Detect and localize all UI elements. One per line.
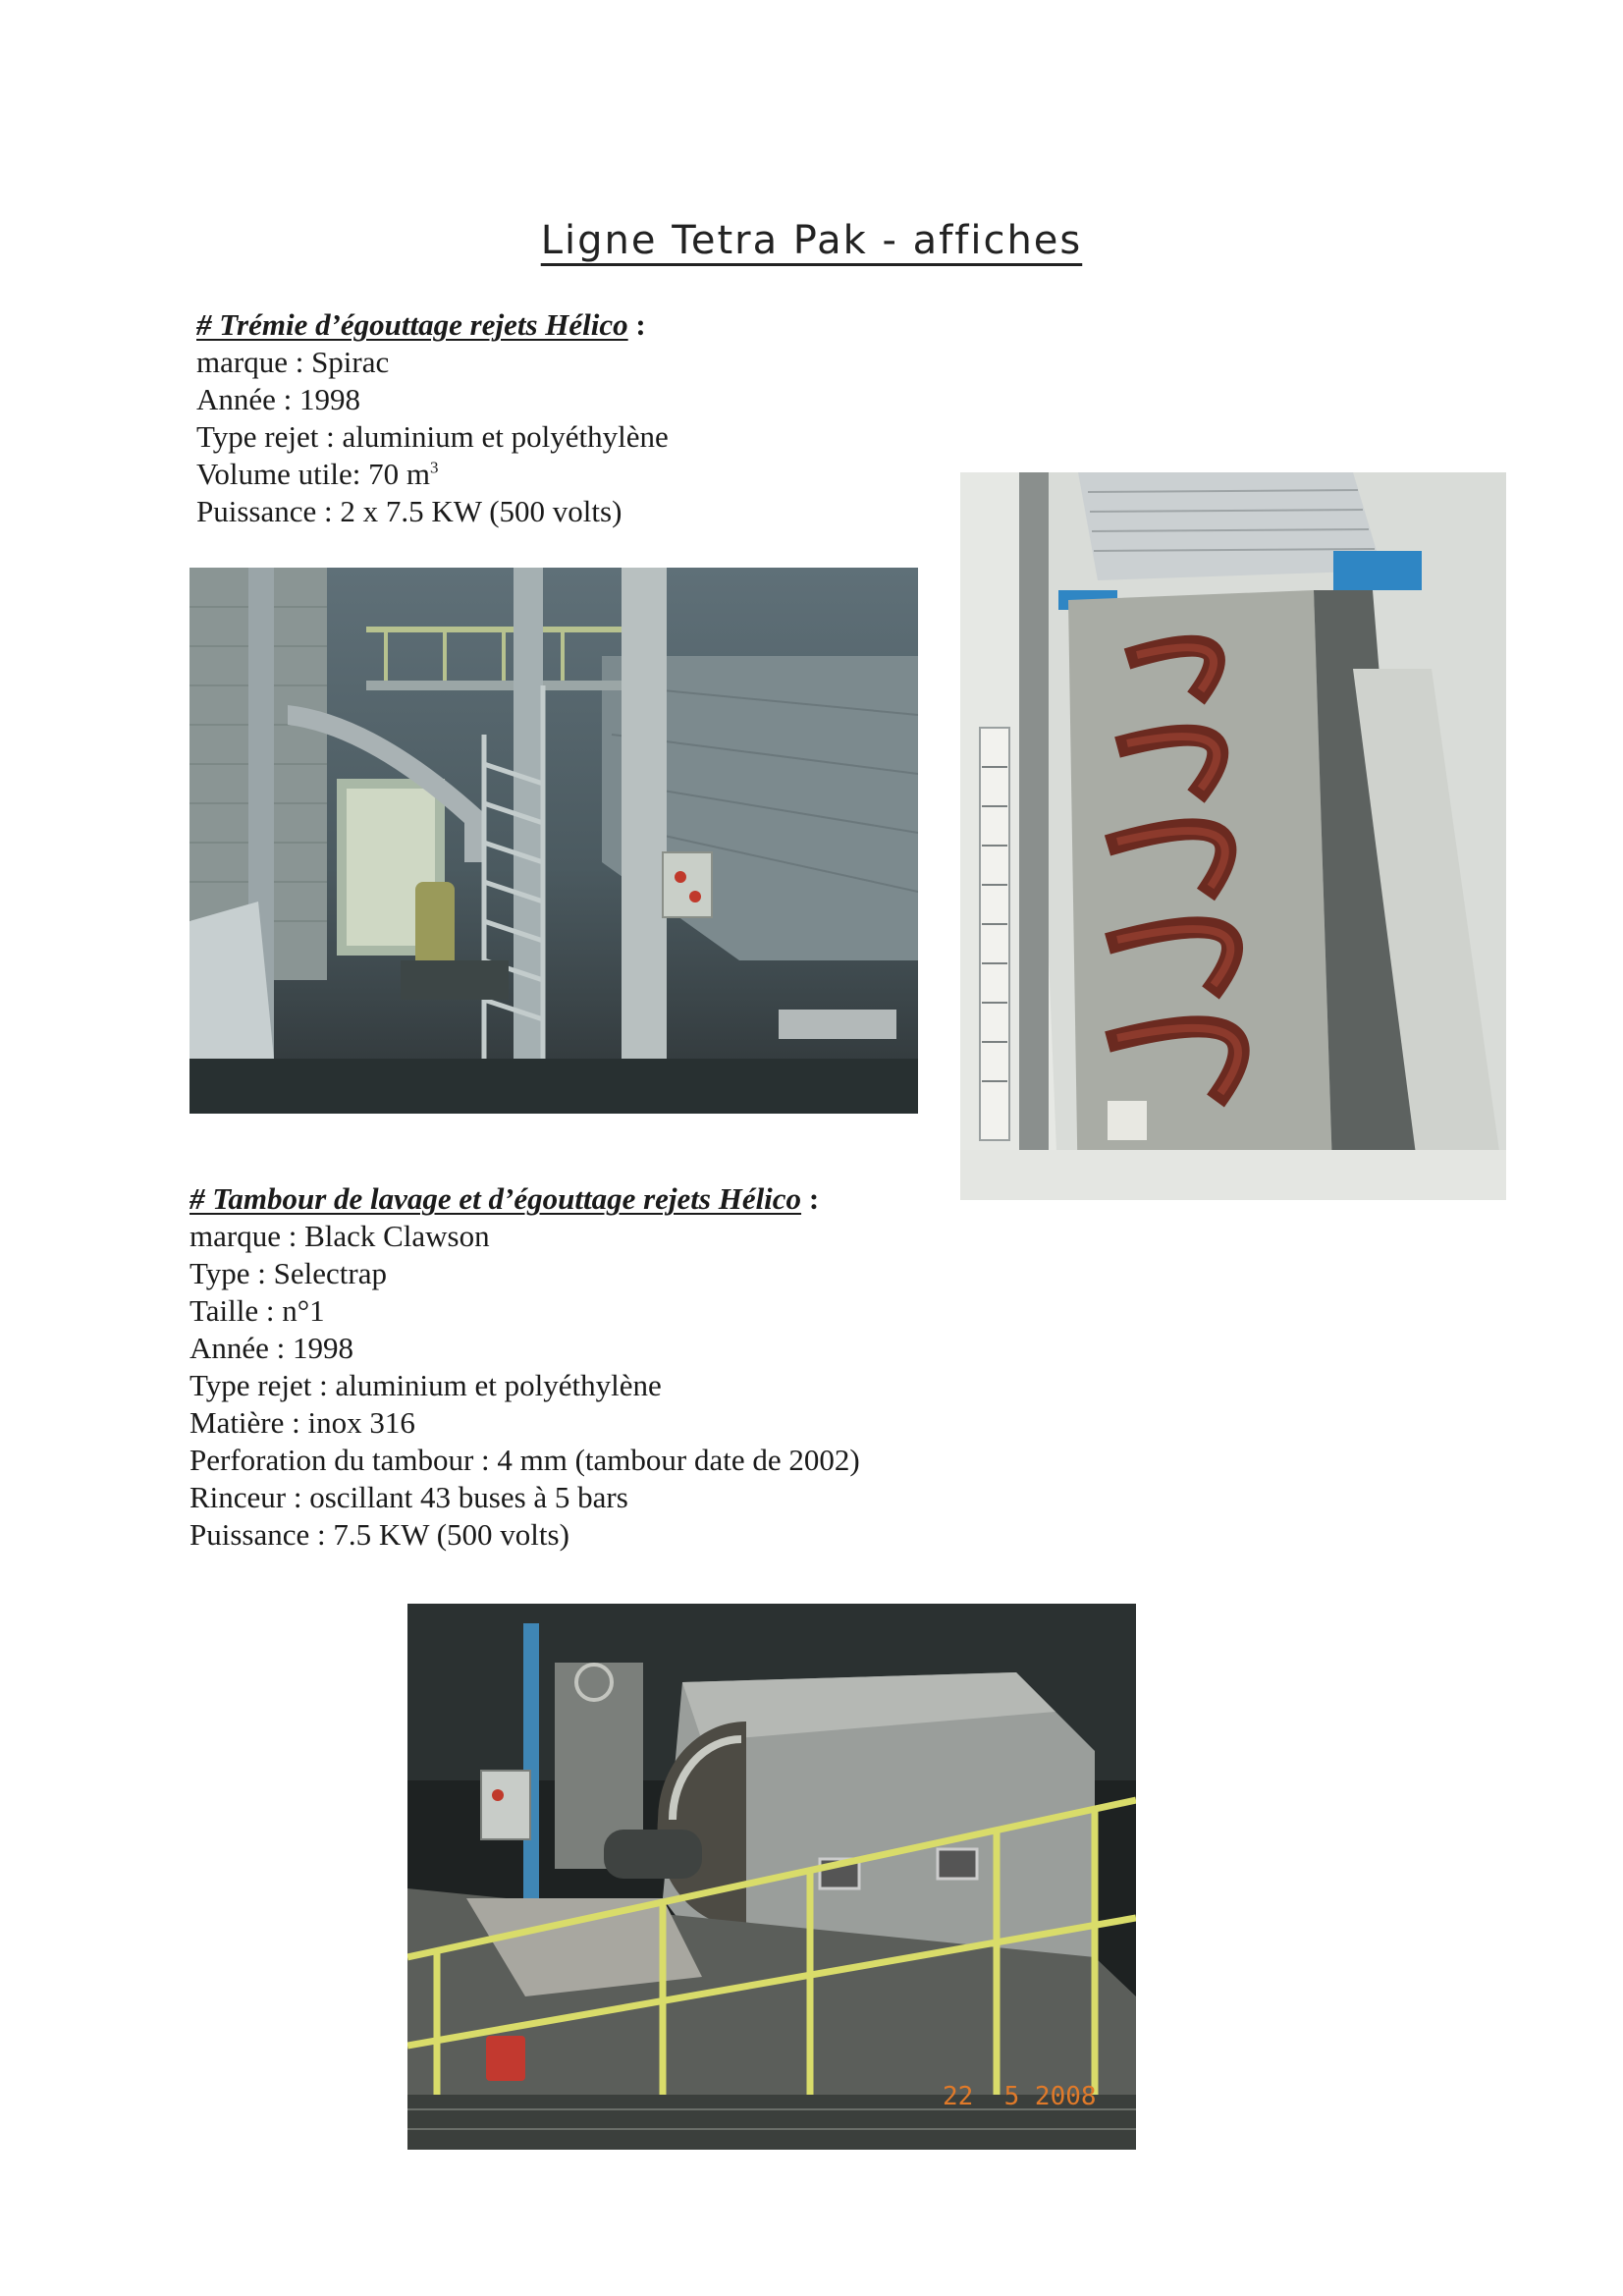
spec-line-volume: Volume utile: 70 $m^3$ bbox=[196, 457, 439, 491]
section-drum bbox=[189, 1180, 860, 1554]
spec-line-power: Puissance : 2 x 7.5 KW (500 volts) bbox=[196, 494, 622, 528]
spec-line: Année : 1998 bbox=[189, 1331, 354, 1365]
photo-date-stamp: 22 5 2008 bbox=[943, 2082, 1097, 2111]
spec-line: Matière : inox 316 bbox=[189, 1405, 415, 1440]
page-title: Ligne Tetra Pak - affiches bbox=[540, 218, 1083, 263]
spec-line: marque : Spirac bbox=[196, 345, 390, 379]
heading-colon: : bbox=[635, 307, 646, 342]
spec-line: Puissance : 7.5 KW (500 volts) bbox=[189, 1517, 569, 1552]
section-hopper bbox=[196, 306, 669, 530]
photo-screw-conveyor bbox=[960, 472, 1506, 1200]
spec-line: Type : Selectrap bbox=[189, 1256, 387, 1290]
section-heading bbox=[196, 306, 669, 344]
section-heading-text: # Trémie d’égouttage rejets Hélico bbox=[196, 307, 628, 342]
spec-line: Perforation du tambour : 4 mm (tambour date de 2002) bbox=[189, 1443, 860, 1477]
spec-line: Type rejet : aluminium et polyéthylène bbox=[189, 1368, 662, 1402]
spec-line: Année : 1998 bbox=[196, 382, 361, 416]
heading-colon: : bbox=[808, 1181, 820, 1216]
spec-line: Rinceur : oscillant 43 buses à 5 bars bbox=[189, 1480, 628, 1514]
spec-line: marque : Black Clawson bbox=[189, 1219, 490, 1253]
spec-line: Taille : n°1 bbox=[189, 1293, 325, 1328]
photo-washing-drum bbox=[407, 1604, 1136, 2150]
photo-hopper-installation bbox=[189, 568, 918, 1114]
section-heading bbox=[189, 1180, 860, 1218]
spec-line: Type rejet : aluminium et polyéthylène bbox=[196, 419, 669, 454]
section-heading-text: # Tambour de lavage et d’égouttage rejets Hélico bbox=[189, 1181, 802, 1216]
